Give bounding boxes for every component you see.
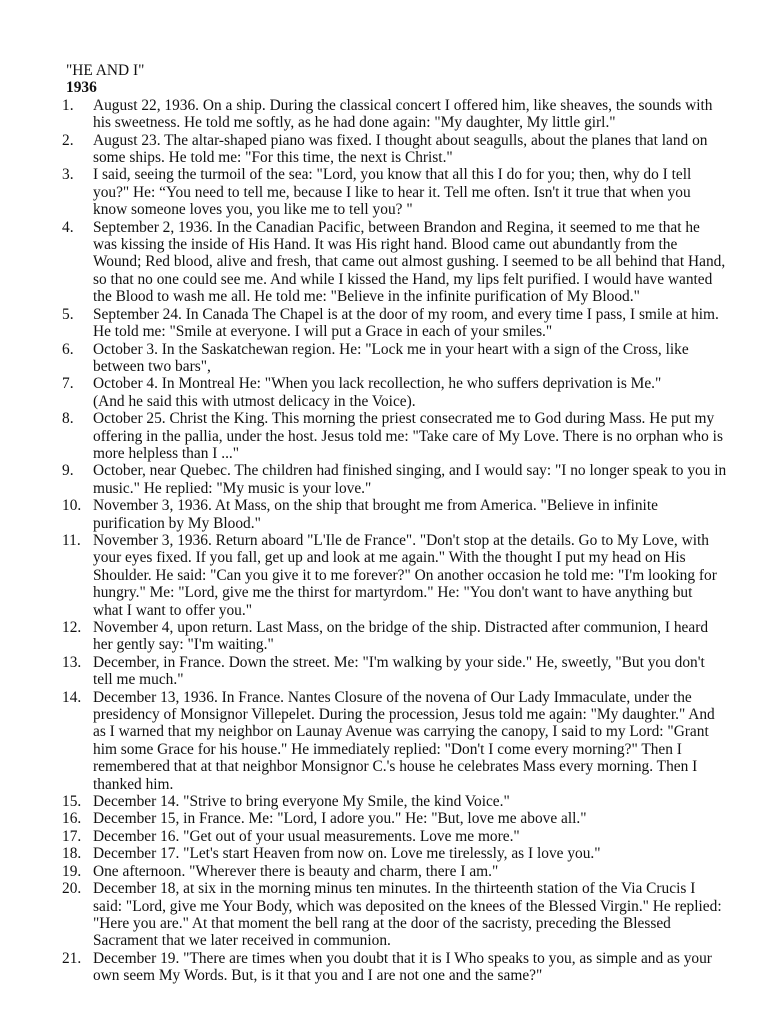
entry-text-line: more helpless than I ..." xyxy=(93,444,240,462)
entry-text-line: One afternoon. "Wherever there is beauty and charm, there I am." xyxy=(93,862,499,880)
list-item xyxy=(62,810,738,828)
entry-text-line: December 19. "There are times when you doubt that it is I Who speaks to you, as simple and as your xyxy=(93,949,712,967)
entry-number: 20. xyxy=(62,880,82,898)
entry-text-line: what I want to offer you." xyxy=(93,601,253,619)
entry-text-line: so that no one could see me. And while I kissed the Hand, my lips felt purified. I would have wanted xyxy=(93,270,713,288)
list-item xyxy=(62,793,738,811)
list-item xyxy=(62,531,738,619)
entry-text-line: hungry." Me: "Lord, give me the thirst for martyrdom." He: "You don't want to have anything but xyxy=(93,584,693,602)
entry-text-line: purification by My Blood." xyxy=(93,514,261,532)
entry-text-line: Sacrament that we later received in communion. xyxy=(93,932,391,950)
entry-list xyxy=(62,96,738,985)
list-item xyxy=(62,375,738,410)
entry-text-line: November 3, 1936. At Mass, on the ship that brought me from America. "Believe in infinite xyxy=(93,497,658,515)
entry-number: 19. xyxy=(62,862,82,880)
entry-text-line: December, in France. Down the street. Me: "I'm walking by your side." He, sweetly, "But you don't xyxy=(93,653,705,671)
list-item xyxy=(62,949,738,985)
entry-number: 15. xyxy=(62,793,82,811)
entry-text-line: your eyes fixed. If you fall, get up and look at me again." With the thought I put my head on His xyxy=(93,549,686,567)
list-item xyxy=(62,880,738,950)
document-title: "HE AND I" xyxy=(66,62,145,79)
entry-text-line: know someone loves you, you like me to tell you? " xyxy=(93,201,413,219)
entry-text-line: October, near Quebec. The children had finished singing, and I would say: "I no longer speak to you in xyxy=(93,462,727,480)
entry-number: 21. xyxy=(62,949,82,967)
entry-text-line: between two bars", xyxy=(93,357,211,375)
list-item xyxy=(62,166,738,219)
entry-text-line: October 25. Christ the King. This morning the priest consecrated me to God during Mass. He put my xyxy=(93,410,715,428)
entry-number: 16. xyxy=(62,810,82,828)
entry-number: 18. xyxy=(62,845,82,863)
list-item xyxy=(62,462,738,497)
entry-text-line: the Blood to wash me all. He told me: "Believe in the infinite purification of My Blood." xyxy=(93,288,640,306)
year-heading: 1936 xyxy=(66,79,97,97)
entry-text-line: December 13, 1936. In France. Nantes Closure of the novena of Our Lady Immaculate, under the xyxy=(93,688,692,706)
list-item xyxy=(62,96,738,132)
entry-text-line: remembered that at that neighbor Monsignor C.'s house he celebrates Mass every morning. Then I xyxy=(93,758,698,776)
entry-text-line: as I warned that my neighbor on Launay Avenue was carrying the canopy, I said to my Lord: "Grant xyxy=(93,723,709,741)
list-item xyxy=(62,410,738,462)
entry-number: 14. xyxy=(62,688,82,706)
entry-text-line: offering in the pallia, under the host. Jesus told me: "Take care of My Love. There is no orphan who is xyxy=(93,427,723,445)
entry-text-line: September 2, 1936. In the Canadian Pacific, between Brandon and Regina, it seemed to me that he xyxy=(93,218,700,236)
list-item xyxy=(62,619,738,654)
entry-text-line: October 4. In Montreal He: "When you lack recollection, he who suffers deprivation is Me." xyxy=(93,375,662,393)
entry-text-line: I said, seeing the turmoil of the sea: "Lord, you know that all this I do for you; then, why do I tell xyxy=(93,166,692,184)
entry-text-line: presidency of Monsignor Villepelet. During the procession, Jesus told me again: "My daughter." And xyxy=(93,706,715,724)
list-item xyxy=(62,688,738,793)
entry-text-line: was kissing the inside of His Hand. It was His right hand. Blood came out abundantly from the xyxy=(93,236,678,254)
list-item xyxy=(62,653,738,689)
entry-number: 1. xyxy=(62,96,74,114)
entry-number: 12. xyxy=(62,619,82,636)
document-page xyxy=(62,62,738,985)
list-item xyxy=(62,862,738,880)
list-item xyxy=(62,131,738,167)
list-item xyxy=(62,218,738,306)
entry-number: 7. xyxy=(62,375,74,393)
entry-number: 9. xyxy=(62,462,74,480)
entry-number: 4. xyxy=(62,218,74,236)
entry-number: 11. xyxy=(62,531,81,549)
entry-text-line: November 3, 1936. Return aboard "L'Ile de France". "Don't stop at the details. Go to My Love, with xyxy=(93,531,709,549)
list-item xyxy=(62,497,738,532)
entry-text-line: December 14. "Strive to bring everyone My Smile, the kind Voice." xyxy=(93,793,510,811)
entry-text-line: August 23. The altar-shaped piano was fixed. I thought about seagulls, about the planes that land on xyxy=(93,131,708,149)
entry-text-line: (And he said this with utmost delicacy in the Voice). xyxy=(93,392,416,410)
entry-text-line: October 3. In the Saskatchewan region. He: "Lock me in your heart with a sign of the Cross, like xyxy=(93,340,689,358)
list-item xyxy=(62,340,738,376)
entry-text-line: her gently say: "I'm waiting." xyxy=(93,636,274,654)
list-item xyxy=(62,827,738,845)
entry-text-line: December 17. "Let's start Heaven from now on. Love me tirelessly, as I love you." xyxy=(93,845,601,863)
entry-text-line: music." He replied: "My music is your love." xyxy=(93,479,372,497)
entry-number: 17. xyxy=(62,827,82,845)
list-item xyxy=(62,845,738,863)
entry-text-line: December 16. "Get out of your usual measurements. Love me more." xyxy=(93,827,520,845)
entry-text-line: "Here you are." At that moment the bell rang at the door of the sacristy, preceding the Blessed xyxy=(93,914,671,932)
entry-number: 13. xyxy=(62,653,82,671)
entry-text-line: November 4, upon return. Last Mass, on the bridge of the ship. Distracted after communion, I heard xyxy=(93,619,709,636)
entry-text-line: thanked him. xyxy=(93,775,174,793)
entry-text-line: December 15, in France. Me: "Lord, I adore you." He: "But, love me above all." xyxy=(93,810,587,828)
entry-text-line: September 24. In Canada The Chapel is at the door of my room, and every time I pass, I smile at him. xyxy=(93,305,719,323)
entry-text-line: him some Grace for his house." He immediately replied: "Don't I come every morning?" Then I xyxy=(93,740,682,758)
entry-number: 8. xyxy=(62,410,74,428)
entry-number: 3. xyxy=(62,166,74,184)
entry-text-line: own seem My Words. But, is it that you and I are not one and the same?" xyxy=(93,967,543,985)
entry-number: 10. xyxy=(62,497,82,515)
entry-text-line: December 18, at six in the morning minus ten minutes. In the thirteenth station of the Via Crucis I xyxy=(93,880,696,898)
entry-text-line: his sweetness. He told me softly, as he had done again: "My daughter, My little girl." xyxy=(93,114,616,132)
entry-number: 2. xyxy=(62,131,74,149)
entry-number: 5. xyxy=(62,305,74,323)
list-item xyxy=(62,305,738,341)
entry-text-line: Shoulder. He said: "Can you give it to me forever?" On another occasion he told me: "I'm looking for xyxy=(93,566,717,584)
entry-text-line: He told me: "Smile at everyone. I will put a Grace in each of your smiles." xyxy=(93,323,553,341)
entry-text-line: said: "Lord, give me Your Body, which was deposited on the knees of the Blessed Virgin." He replied: xyxy=(93,897,722,915)
entry-text-line: tell me much." xyxy=(93,671,184,689)
entry-text-line: Wound; Red blood, alive and fresh, that came out almost gushing. I seemed to be all behind that Hand, xyxy=(93,253,726,271)
entry-text-line: August 22, 1936. On a ship. During the classical concert I offered him, like sheaves, the sounds with xyxy=(93,96,713,114)
entry-text-line: some ships. He told me: "For this time, the next is Christ." xyxy=(93,149,453,167)
entry-number: 6. xyxy=(62,340,74,358)
entry-text-line: you?" He: “You need to tell me, because I like to hear it. Tell me often. Isn't it true that when you xyxy=(93,183,691,201)
